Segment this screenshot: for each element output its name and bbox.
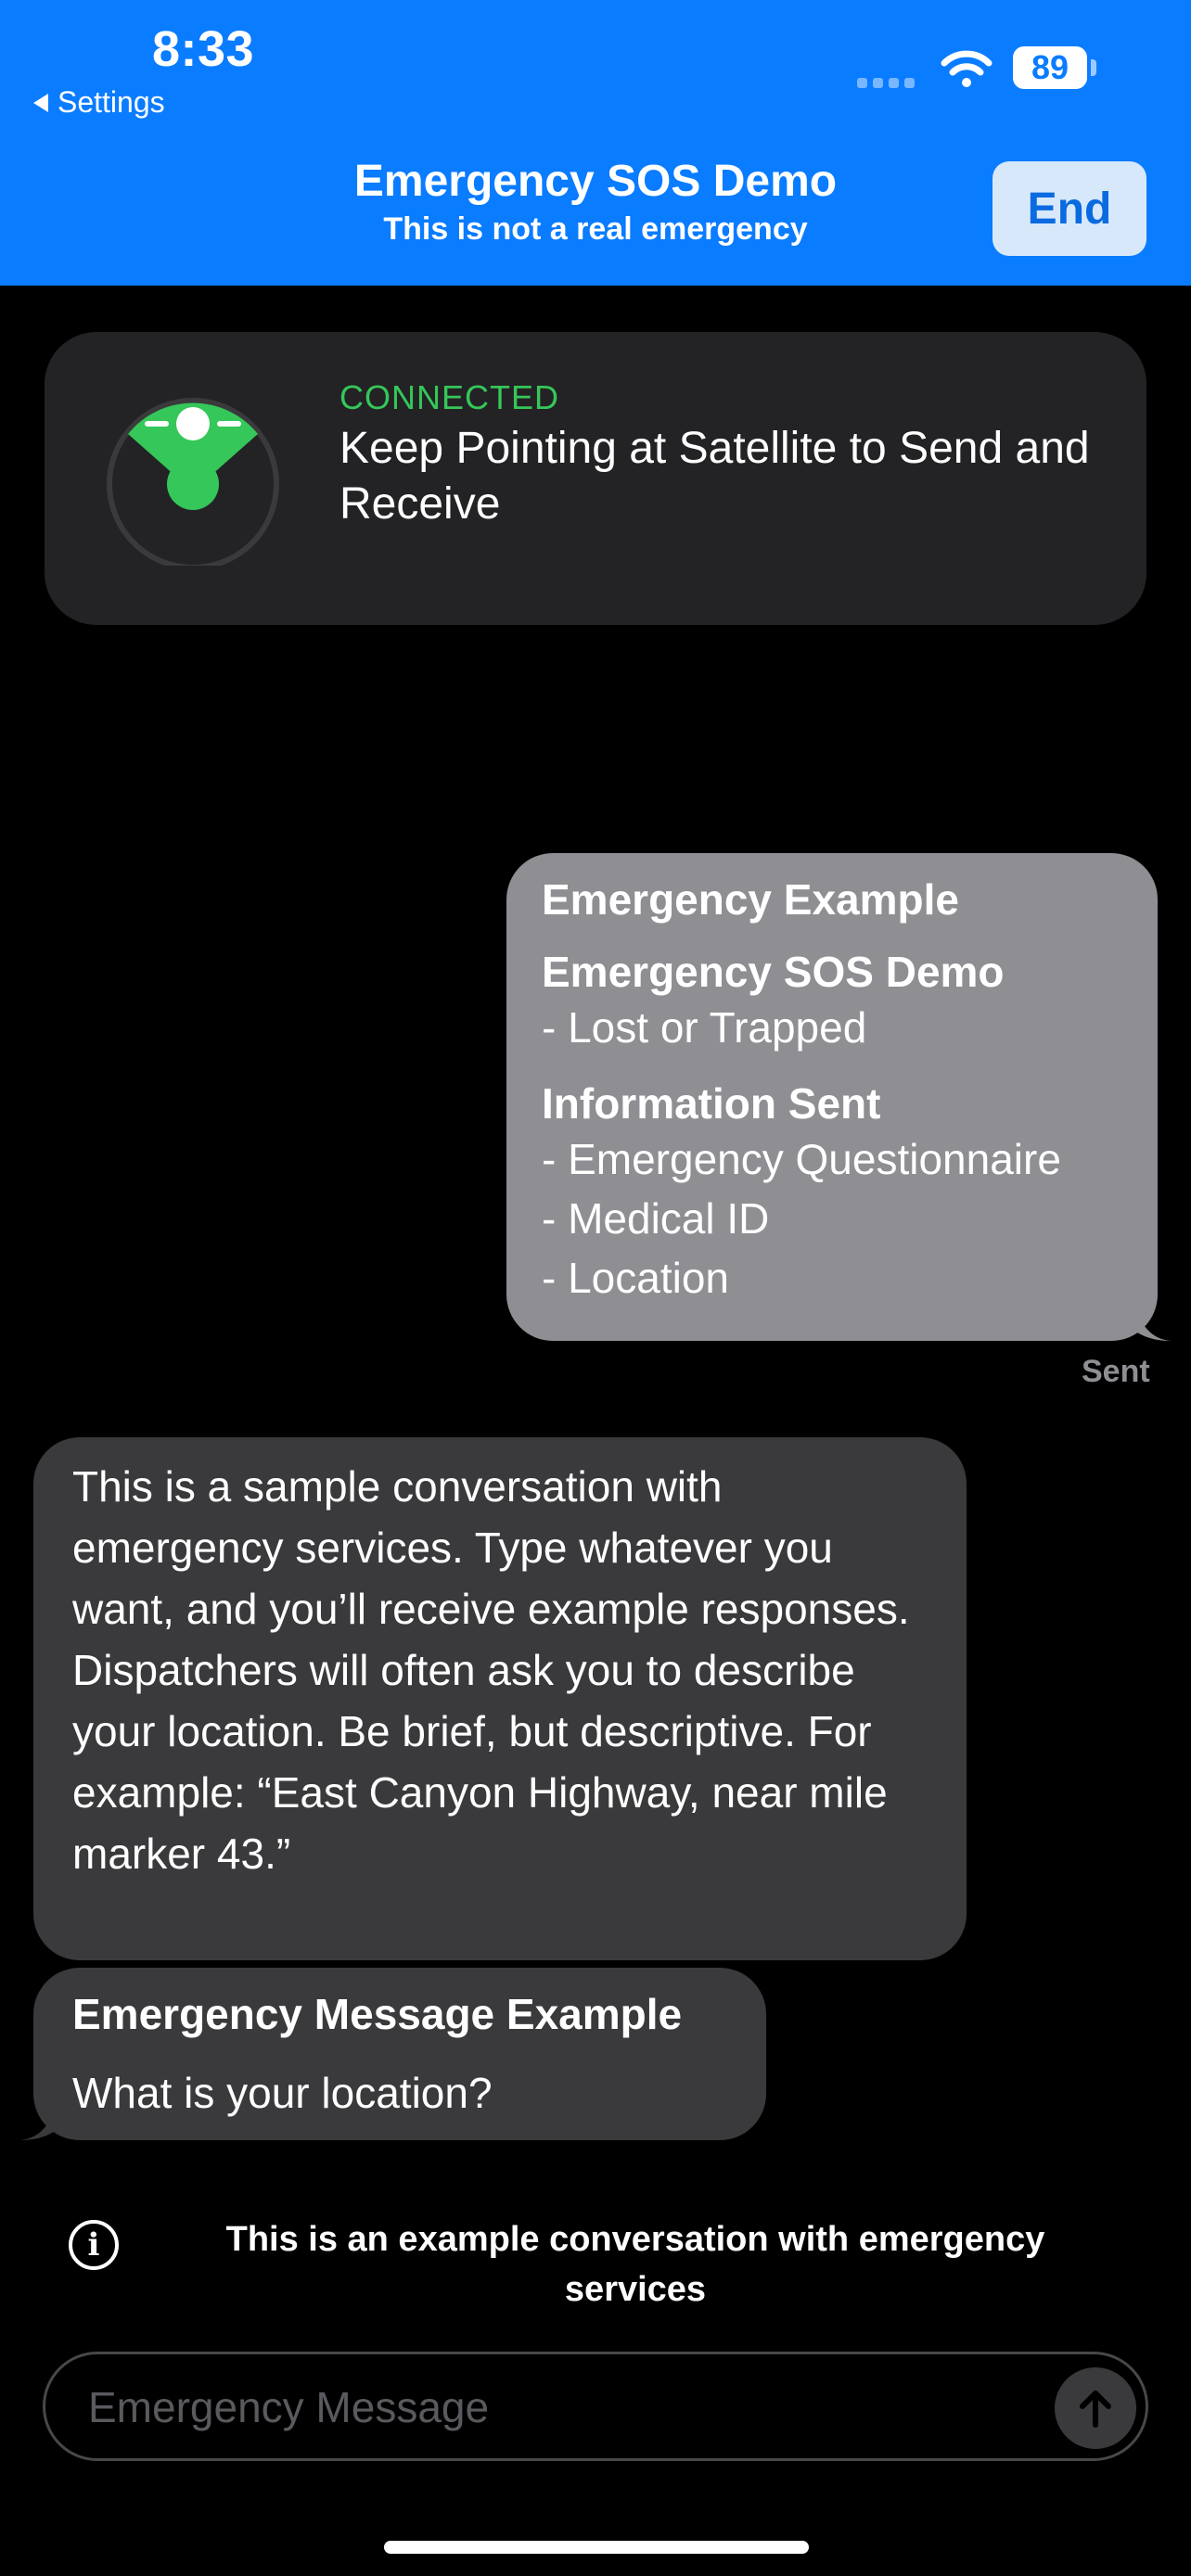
connection-instruction: Keep Pointing at Satellite to Send and Receive [339,424,1090,529]
sent-section-title: Information Sent [542,1079,881,1128]
sent-line: - Medical ID [542,1194,770,1243]
received-message-bubble[interactable] [33,1968,766,2140]
bubble-tail [20,2098,58,2140]
end-button[interactable]: End [992,161,1146,256]
example-conversation-notice: This is an example conversation with emergency services [225,2220,1045,2309]
sent-line: - Lost or Trapped [542,1003,867,1052]
satellite-pointer-icon [100,380,286,566]
received-paragraph: Dispatchers will often ask you to describe your location. Be brief, but descriptive. For example: “East Canyon Highway, near mile marker 43.” [72,1646,888,1878]
satellite-connection-card [45,332,1146,625]
arrow-up-icon [1069,2382,1121,2434]
cellular-signal-icon [857,78,915,88]
battery-tip [1091,59,1096,76]
message-status: Sent [1082,1354,1150,1389]
sent-message-bubble[interactable] [506,853,1158,1341]
send-button[interactable] [1055,2367,1136,2449]
info-icon[interactable]: i [69,2220,119,2270]
emergency-message-input[interactable] [88,2375,1016,2440]
battery-icon: 89 [1013,46,1087,89]
received-message-bubble[interactable] [33,1437,967,1960]
sent-line: - Emergency Questionnaire [542,1135,1061,1183]
sent-line: - Location [542,1254,730,1302]
message-composer [43,2352,1148,2461]
status-time: 8:33 [152,21,255,77]
page-subtitle: This is not a real emergency [383,211,808,247]
back-to-settings-link[interactable] [33,85,165,120]
received-heading: Emergency Message Example [72,1990,683,2038]
back-label: Settings [58,85,165,119]
sent-section-title: Emergency SOS Demo [542,948,1005,996]
received-paragraph: This is a sample conversation with emergency services. Type whatever you want, and you’ll receive example responses. [72,1462,910,1633]
received-body: What is your location? [72,2069,493,2117]
home-indicator[interactable] [384,2541,809,2554]
back-arrow-icon [33,94,48,112]
wifi-icon [941,48,992,89]
bubble-tail [1133,1298,1171,1341]
sent-heading: Emergency Example [542,875,960,924]
connection-status: CONNECTED [339,378,560,416]
header-bar [0,0,1191,286]
page-title: Emergency SOS Demo [353,157,838,206]
